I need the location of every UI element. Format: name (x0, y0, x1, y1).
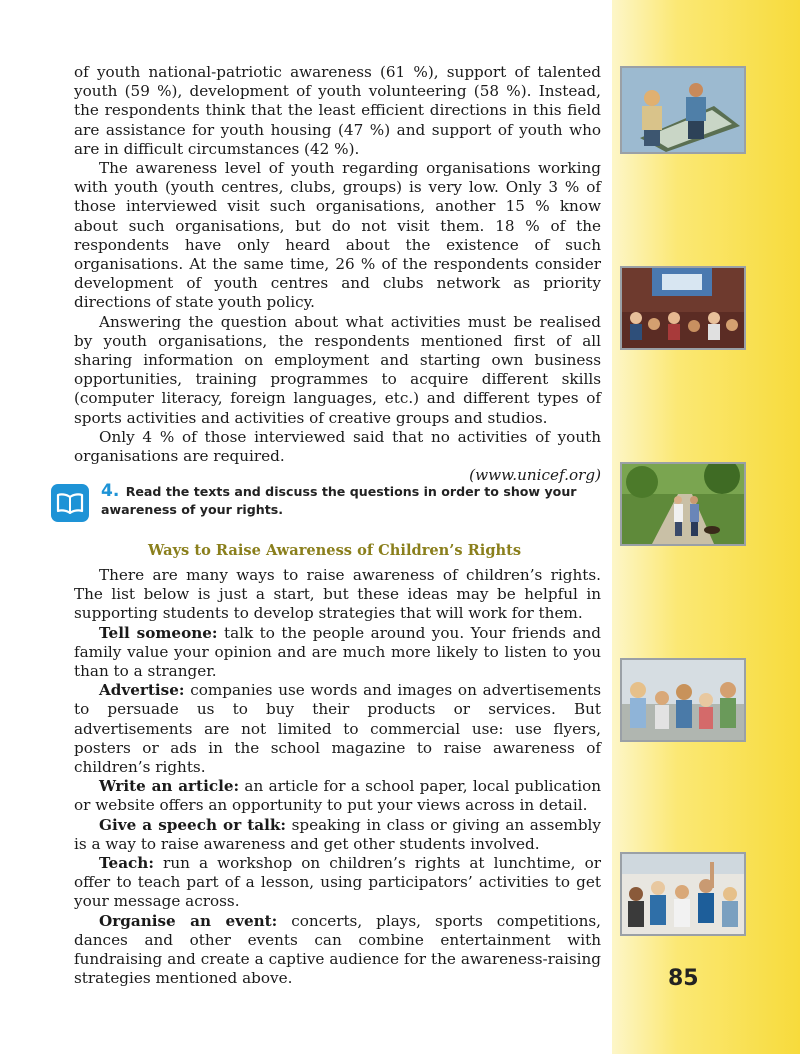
way-term: Write an article: (99, 777, 240, 796)
task-instruction (101, 482, 601, 519)
section-title: Ways to Raise Awareness of Children’s Rights (148, 542, 522, 559)
paragraph: Only 4 % of those interviewed said that no activities of youth organisations are required. (74, 427, 601, 466)
paragraph: Answering the question about what activities must be realised by youth organisations, the respondents mentioned first of all sharing information on employment and starting own business opportunities, training programmes to acquire different skills (computer literacy, foreign languages, etc.) and different types of sports activities and activities of creative groups and studios. (74, 312, 601, 427)
intro-text-block (74, 63, 601, 485)
way-item (74, 816, 601, 854)
way-text: an article for a school paper, local publication or website offers an opportunity to put your views across in detail. (74, 777, 601, 815)
photo-group-of-children (620, 658, 746, 742)
way-term: Tell someone: (99, 623, 218, 642)
way-item (74, 624, 601, 682)
way-term: Organise an event: (99, 911, 278, 930)
way-text: talk to the people around you. Your friends and family value your opinion and are much more likely to listen to you than to a stranger. (74, 623, 601, 681)
way-item (74, 854, 601, 912)
open-book-icon (51, 484, 89, 522)
photo-teens-on-tablet (620, 66, 746, 154)
way-term: Give a speech or talk: (99, 815, 287, 834)
paragraph: The awareness level of youth regarding organisations working with youth (youth centres, clubs, groups) is very low. Only 3 % of those interviewed visit such organisations, another 15 % know about such organisations, but do not visit them. 18 % of the respondents have only heard about the existence of such organisations. At the same time, 26 % of the respondents consider development of youth centres and clubs network as priority directions of state youth policy. (74, 159, 601, 312)
page-number: 85 (668, 966, 699, 991)
photo-walking-in-park (620, 462, 746, 546)
ways-text-block (74, 566, 601, 988)
way-item (74, 912, 601, 989)
photo-youth-gathering (620, 266, 746, 350)
task-number: 4. (101, 481, 120, 501)
paragraph: of youth national-patriotic awareness (61 %), support of talented youth (59 %), development of youth volunteering (58 %). Instead, the respondents think that the least efficient directions in this field are assistance for youth housing (47 %) and support of youth who are in difficult circumstances (42 %). (74, 63, 601, 158)
photo-classroom-hands-raised (620, 852, 746, 936)
way-term: Teach: (99, 854, 154, 873)
way-item (74, 681, 601, 777)
way-text: run a workshop on children’s rights at lunchtime, or offer to teach part of a lesson, using participators’ activities to get your message across. (74, 854, 601, 911)
source-citation: (www.unicef.org) (469, 466, 601, 485)
way-text: companies use words and images on advertisements to persuade us to buy their products or services. But advertisements are not limited to commercial use: use flyers, posters or ads in the school magazine to raise awareness of children’s rights. (74, 681, 601, 777)
way-term: Advertise: (99, 681, 185, 700)
way-item (74, 777, 601, 815)
task-instruction-text: Read the texts and discuss the questions in order to show your awareness of your rights. (101, 484, 577, 517)
way-text: speaking in class or giving an assembly is a way to raise awareness and get other students involved. (74, 815, 601, 853)
section-intro: There are many ways to raise awareness of children’s rights. The list below is just a start, but these ideas may be helpful in supporting students to develop strategies that will work for them. (74, 566, 601, 623)
way-text: concerts, plays, sports competitions, dances and other events can combine entertainment with fundraising and create a captive audience for the awareness-raising strategies mentioned above. (74, 911, 601, 988)
